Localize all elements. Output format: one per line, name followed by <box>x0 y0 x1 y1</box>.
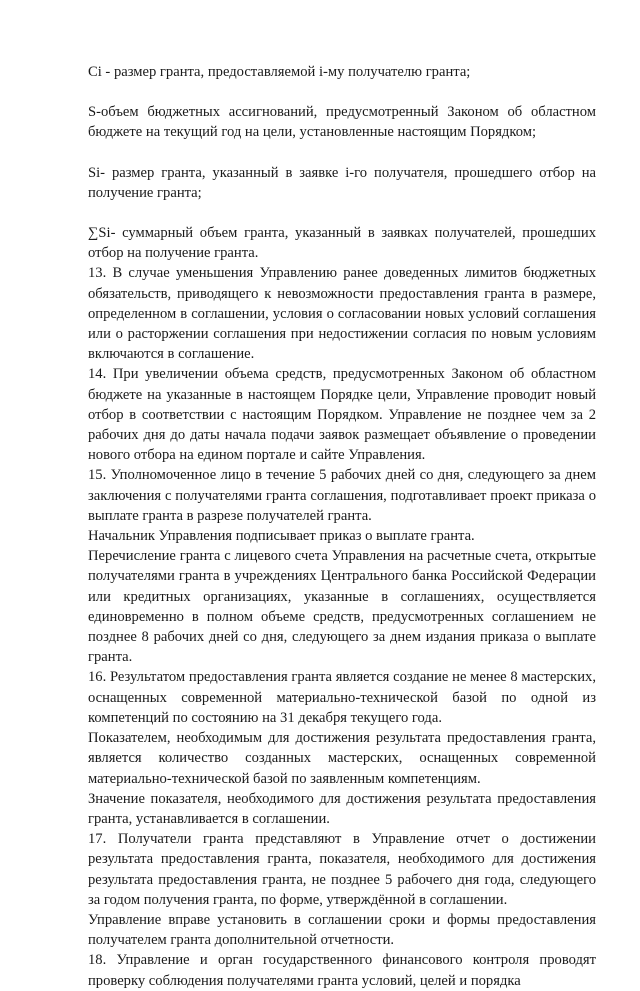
paragraph-17: 17. Получатели гранта представляют в Управление отчет о достижении результата предоставления гранта, показателя, необходимого для достижения результата предоставления гранта, не позднее 5 рабочего дня года, следующего за годом получения гранта, по форме, утверждённой в соглашении. <box>88 831 596 908</box>
spacer <box>88 203 596 223</box>
paragraph-18: 18. Управление и орган государственного финансового контроля проводят проверку соблюдения получателями гранта условий, целей и порядка <box>88 952 596 989</box>
paragraph-15: 15. Уполномоченное лицо в течение 5 рабочих дней со дня, следующего за днем заключения с получателями гранта соглашения, подготавливает проект приказа о выплате гранта в разрезе получателей гранта. <box>88 467 596 524</box>
paragraph-14: 14. При увеличении объема средств, предусмотренных Законом об областном бюджете на указанные в настоящем Порядке цели, Управление проводит новый отбор в соответствии с настоящим Порядком. Управление не позднее чем за 2 рабочих дня до даты начала подачи заявок размещает объявление о проведении нового отбора на едином портале и сайте Управления. <box>88 366 596 464</box>
paragraph-17-additional: Управление вправе установить в соглашении сроки и формы предоставления получателем гранта дополнительной отчетности. <box>88 911 596 949</box>
spacer <box>88 82 596 102</box>
spacer <box>88 143 596 163</box>
formula-legend-ci: Сi - размер гранта, предоставляемой i-му получателю гранта; <box>88 64 471 80</box>
paragraph-13: 13. В случае уменьшения Управлению ранее доведенных лимитов бюджетных обязательств, приводящего к невозможности предоставления гранта в размере, определенном в соглашении, условия о согласовании новых условий соглашения или о расторжении соглашения при недостижении согласия по новым условиям включаются в соглашение. <box>88 265 596 363</box>
paragraph-16: 16. Результатом предоставления гранта является создание не менее 8 мастерских, оснащенных современной материально-технической базой по одной из компетенций по состоянию на 31 декабря текущего года. <box>88 669 596 726</box>
paragraph-16-indicator: Показателем, необходимым для достижения результата предоставления гранта, является количество созданных мастерских, оснащенных современной материально-технической базой по заявленным компетенциям. <box>88 730 596 787</box>
paragraph-15-transfer: Перечисление гранта с лицевого счета Управления на расчетные счета, открытые получателями гранта в учреждениях Центрального банка Российской Федерации или кредитных организациях, указанные в соглашениях, осуществляется единовременно в полном объеме средств, предусмотренных соглашением не позднее 8 рабочих дней со дня, следующего за днем издания приказа о выплате гранта. <box>88 548 596 666</box>
formula-legend-si: Si- размер гранта, указанный в заявке i-го получателя, прошедшего отбор на получение гранта; <box>88 164 596 201</box>
formula-legend-sum-si: ∑Si- суммарный объем гранта, указанный в заявках получателей, прошедших отбор на получение гранта. <box>88 225 596 262</box>
paragraph-16-value: Значение показателя, необходимого для достижения результата предоставления гранта, устанавливается в соглашении. <box>88 790 596 827</box>
paragraph-15-signing: Начальник Управления подписывает приказ о выплате гранта. <box>88 528 475 545</box>
formula-legend-s: S-объем бюджетных ассигнований, предусмотренный Законом об областном бюджете на текущий год на цели, установленные настоящим Порядком; <box>88 104 596 141</box>
document-page <box>88 62 596 991</box>
